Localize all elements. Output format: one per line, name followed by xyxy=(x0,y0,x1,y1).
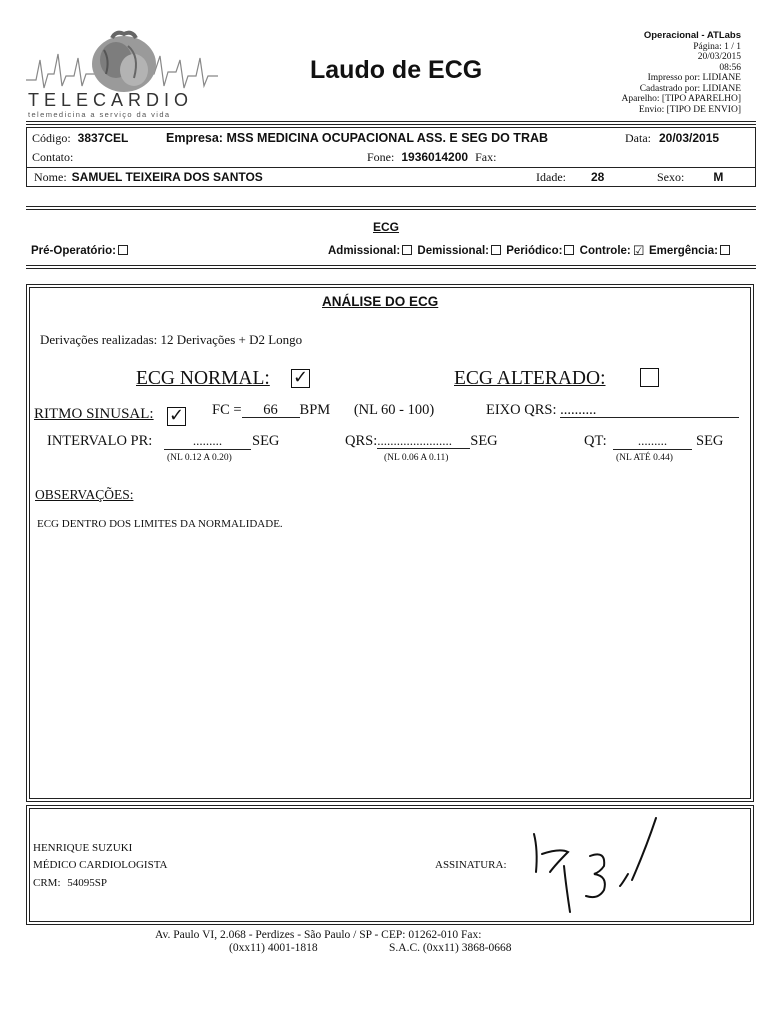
qt-value: ......... xyxy=(613,433,692,450)
exam-pre-op xyxy=(31,245,128,257)
ecg-normal-label: ECG NORMAL: xyxy=(136,368,270,389)
axis-value: .......... xyxy=(560,403,739,418)
patient-date xyxy=(625,131,719,146)
logo-tagline: telemedicina a serviço da vida xyxy=(28,110,171,119)
patient-sex xyxy=(657,170,723,185)
qrs-label: QRS: xyxy=(345,433,378,449)
exam-divider-4 xyxy=(26,268,756,269)
qrs-row xyxy=(345,433,498,450)
doctor-crm xyxy=(33,877,107,889)
pr-unit: SEG xyxy=(252,433,280,449)
analysis-title: ANÁLISE DO ECG xyxy=(322,294,439,309)
patient-age xyxy=(536,170,604,185)
handwritten-signature-icon xyxy=(520,814,670,922)
observations-label: OBSERVAÇÕES: xyxy=(35,487,134,502)
pre-op-checkbox[interactable] xyxy=(118,245,128,255)
name-value: SAMUEL TEIXEIRA DOS SANTOS xyxy=(71,170,263,184)
periodico-checkbox[interactable] xyxy=(564,245,574,255)
controle-checkbox-checked[interactable]: ☑ xyxy=(632,244,645,259)
sex-label: Sexo: xyxy=(657,170,685,184)
qt-label: QT: xyxy=(584,433,607,449)
header-divider-2 xyxy=(26,124,756,125)
crm-label: CRM: xyxy=(33,877,61,889)
sex-value: M xyxy=(713,170,724,184)
doctor-name: HENRIQUE SUZUKI xyxy=(33,842,133,854)
meta-registered: Cadastrado por: LIDIANE xyxy=(639,83,741,94)
meta-sending: Envio: [TIPO DE ENVIO] xyxy=(638,104,741,115)
analysis-box xyxy=(26,284,754,802)
company-label: Empresa: xyxy=(166,131,223,145)
exam-type-title: ECG xyxy=(373,220,400,234)
rhythm-label: RITMO SINUSAL: xyxy=(34,406,154,422)
crm-value: 54095SP xyxy=(67,877,108,889)
fc-value: 66 xyxy=(242,403,300,418)
qrs-unit: SEG xyxy=(470,433,498,449)
fc-unit: BPM xyxy=(299,402,331,418)
meta-device: Aparelho: [TIPO APARELHO] xyxy=(621,94,741,104)
meta-date: 20/03/2015 xyxy=(697,52,741,62)
demissional-label: Demissional: xyxy=(417,245,489,257)
exam-type-options xyxy=(328,245,730,258)
patient-contact: Contato: xyxy=(32,150,74,164)
derivations-text: Derivações realizadas: 12 Derivações + D2 Longo xyxy=(40,332,303,347)
footer-sac: S.A.C. (0xx11) 3868-0668 xyxy=(389,942,512,954)
heart-ecg-logo-icon xyxy=(24,30,220,96)
exam-divider-1 xyxy=(26,206,756,207)
company-value: MSS MEDICINA OCUPACIONAL ASS. E SEG DO TRAB xyxy=(226,131,549,145)
emergencia-label: Emergência: xyxy=(648,245,718,257)
meta-page: Página: 1 / 1 xyxy=(693,41,741,52)
emergencia-checkbox[interactable] xyxy=(720,245,730,255)
qt-range: (NL ATÉ 0.44) xyxy=(616,453,673,463)
qt-unit: SEG xyxy=(696,433,724,449)
exam-divider-2 xyxy=(26,209,756,210)
qrs-range: (NL 0.06 A 0.11) xyxy=(384,453,449,463)
fc-range: (NL 60 - 100) xyxy=(353,402,435,418)
fc-row xyxy=(212,402,434,419)
qrs-value: ....................... xyxy=(377,434,470,449)
header-divider-1 xyxy=(26,121,756,122)
logo-text: TELECARDIO xyxy=(28,90,194,110)
fax-label: Fax: xyxy=(475,150,497,164)
patient-company xyxy=(166,131,548,145)
patient-phone xyxy=(367,150,496,165)
exam-divider-3 xyxy=(26,265,756,266)
ecg-normal-checkbox-checked[interactable]: ✓ xyxy=(292,367,309,388)
age-value: 28 xyxy=(590,170,605,184)
pr-label: INTERVALO PR: xyxy=(47,433,153,449)
fc-label: FC = xyxy=(212,402,242,418)
patient-name xyxy=(34,170,263,185)
page-title: Laudo de ECG xyxy=(310,56,483,84)
signature-label: ASSINATURA: xyxy=(435,859,507,871)
admissional-label: Admissional: xyxy=(328,245,401,257)
doctor-title: MÉDICO CARDIOLOGISTA xyxy=(33,859,168,871)
name-label: Nome: xyxy=(34,170,67,184)
meta-printed: Impresso por: LIDIANE xyxy=(647,73,741,83)
periodico-label: Periódico: xyxy=(506,245,563,257)
controle-label: Controle: xyxy=(579,245,631,257)
report-meta xyxy=(622,31,741,115)
date-value: 20/03/2015 xyxy=(659,131,720,145)
meta-time: 08:56 xyxy=(719,62,741,73)
rhythm-checkbox-checked[interactable]: ✓ xyxy=(168,405,185,426)
code-value: 3837CEL xyxy=(77,131,129,145)
ecg-altered-checkbox[interactable] xyxy=(640,368,659,387)
meta-org: Operacional - ATLabs xyxy=(643,30,741,41)
telecardio-logo xyxy=(24,30,220,119)
axis-label: EIXO QRS: xyxy=(486,402,557,418)
phone-label: Fone: xyxy=(367,150,395,164)
axis-row xyxy=(486,402,739,419)
observations-text: ECG DENTRO DOS LIMITES DA NORMALIDADE. xyxy=(37,518,283,530)
admissional-checkbox[interactable] xyxy=(402,245,412,255)
code-label: Código: xyxy=(32,131,71,145)
demissional-checkbox[interactable] xyxy=(491,245,501,255)
patient-code xyxy=(32,131,128,146)
age-label: Idade: xyxy=(536,170,566,184)
footer-phone: (0xx11) 4001-1818 xyxy=(229,942,318,954)
pre-op-label: Pré-Operatório: xyxy=(31,245,116,257)
date-label: Data: xyxy=(625,131,651,145)
pr-value: ......... xyxy=(164,433,251,450)
pr-range: (NL 0.12 A 0.20) xyxy=(167,453,232,463)
footer-address: Av. Paulo VI, 2.068 - Perdizes - São Paulo / SP - CEP: 01262-010 Fax: xyxy=(155,929,482,941)
phone-value: 1936014200 xyxy=(401,150,469,164)
ecg-altered-label: ECG ALTERADO: xyxy=(454,368,606,389)
